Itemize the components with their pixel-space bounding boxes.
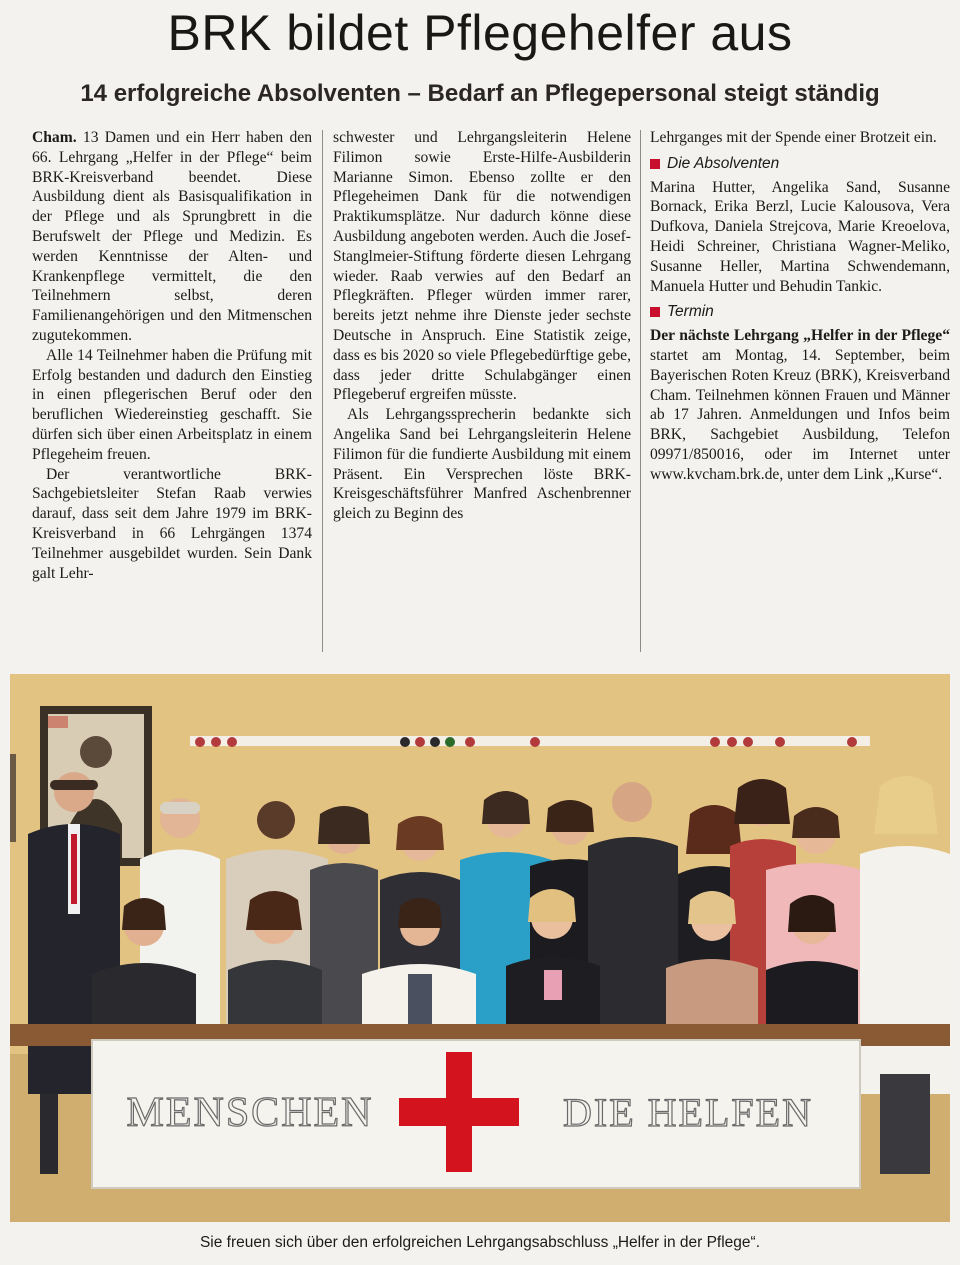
paragraph: Lehrganges mit der Spende einer Brotzeit ein. xyxy=(650,129,937,146)
headline: BRK bildet Pflegehelfer aus xyxy=(167,5,793,61)
section-heading-label: Die Absolventen xyxy=(667,154,780,172)
paragraph: Als Lehrgangssprecherin bedankte sich Angelika Sand bei Lehrgangsleiterin Helene Filimon für die fundierte Ausbildung mit einem Präsent. Ein Versprechen löste BRK-Kreisgeschäftsführer Manfred Aschenbrenner gleich zu Beginn des xyxy=(333,406,631,523)
section-heading-absolventen xyxy=(650,154,950,174)
article-column-1 xyxy=(32,128,312,658)
red-square-icon xyxy=(650,159,660,169)
banner-text-right: DIE HELFEN xyxy=(563,1090,813,1135)
banner-text-left: MENSCHEN xyxy=(126,1090,374,1136)
photo-caption: Sie freuen sich über den erfolgreichen Lehrgangsabschluss „Helfer in der Pflege“. xyxy=(199,1234,761,1251)
paragraph: schwester und Lehrgangsleiterin Helene Filimon sowie Erste-Hilfe-Ausbilderin Marianne Simon. Ebenso zollte er den Pflegeheimen Dank für die notwendigen Praktikumsplätze. Nur dadurch könne diese Ausbildung angeboten werden. Auch die Josef-Stanglmeier-Stiftung förderte diesen Lehrgang wieder. Raab verwies auf den Bedarf an Pflegkräften. Pfleger würden immer rarer, bereits jetzt nehme ihre Dienste jeder sechste Deutsche in Anspruch. Eine Statistik zeige, dass es bis 2020 so viele Pflegebedürftige gebe, dass jeder dritte Schulabgänger einen Pflegeberuf ergreifen müsste. xyxy=(333,129,631,404)
subheadline: 14 erfolgreiche Absolventen – Bedarf an Pflegepersonal steigt ständig xyxy=(80,80,880,107)
article-column-2 xyxy=(333,128,631,658)
paragraph-text: 13 Damen und ein Herr haben den 66. Lehrgang „Helfer in der Pflege“ beim BRK-Kreisverband beendet. Diese Ausbildung dient als Basisqualifikation in der Pflege und als Sprungbrett in die Berufswelt der Pflege und Medizin. Es werden Kenntnisse der Alten- und Krankenpflege vermittelt, die den Teilnehmern selbst, deren Familienangehörigen und den Mitmenschen zugutekommen. xyxy=(32,129,312,344)
article-column-3 xyxy=(650,128,950,658)
dateline: Cham. xyxy=(32,129,77,146)
section-heading-termin xyxy=(650,302,950,322)
column-divider xyxy=(640,130,641,652)
column-divider xyxy=(322,130,323,652)
paragraph: Alle 14 Teilnehmer haben die Prüfung mit Erfolg bestanden und dadurch den Einstieg in einen pflegerischen Beruf oder den beruflichen Wiedereinstieg geschafft. Sie dürfen sich über einen Arbeitsplatz in einem Pflegeheim freuen. xyxy=(32,346,312,463)
termin-lead: Der nächste Lehrgang „Helfer in der Pflege“ xyxy=(650,327,950,345)
termin-paragraph xyxy=(650,326,950,484)
paragraph: Der verantwortliche BRK-Sachgebietsleiter Stefan Raab verwies darauf, dass seit dem Jahre 1979 im BRK-Kreisverband in 66 Lehrgängen 1374 Teilnehmer ausgebildet wurden. Sein Dank galt Lehr- xyxy=(32,465,312,582)
graduates-list: Marina Hutter, Angelika Sand, Susanne Bornack, Erika Berzl, Lucie Kalousova, Vera Dufkova, Daniela Strejcova, Marie Kreoelova, Heidi Schreiner, Christiana Wagner-Meliko, Susanne Heller, Martina Schwendemann, Manuela Hutter und Behudin Tankic. xyxy=(650,178,950,295)
termin-text: startet am Montag, 14. September, beim Bayerischen Roten Kreuz (BRK), Kreisverband Cham. Teilnehmen können Frauen und Männer ab 17 Jahren. Anmeldungen und Infos beim BRK, Sachgebiet Ausbildung, Telefon 09971/850016, oder im Internet unter www.kvcham.brk.de, unter dem Link „Kurse“. xyxy=(650,346,950,483)
paragraph xyxy=(32,128,312,346)
section-heading-label: Termin xyxy=(667,303,714,321)
banner xyxy=(92,1040,860,1188)
group-photo xyxy=(10,674,950,1222)
group-photo-illustration xyxy=(10,674,950,1222)
red-square-icon xyxy=(650,307,660,317)
